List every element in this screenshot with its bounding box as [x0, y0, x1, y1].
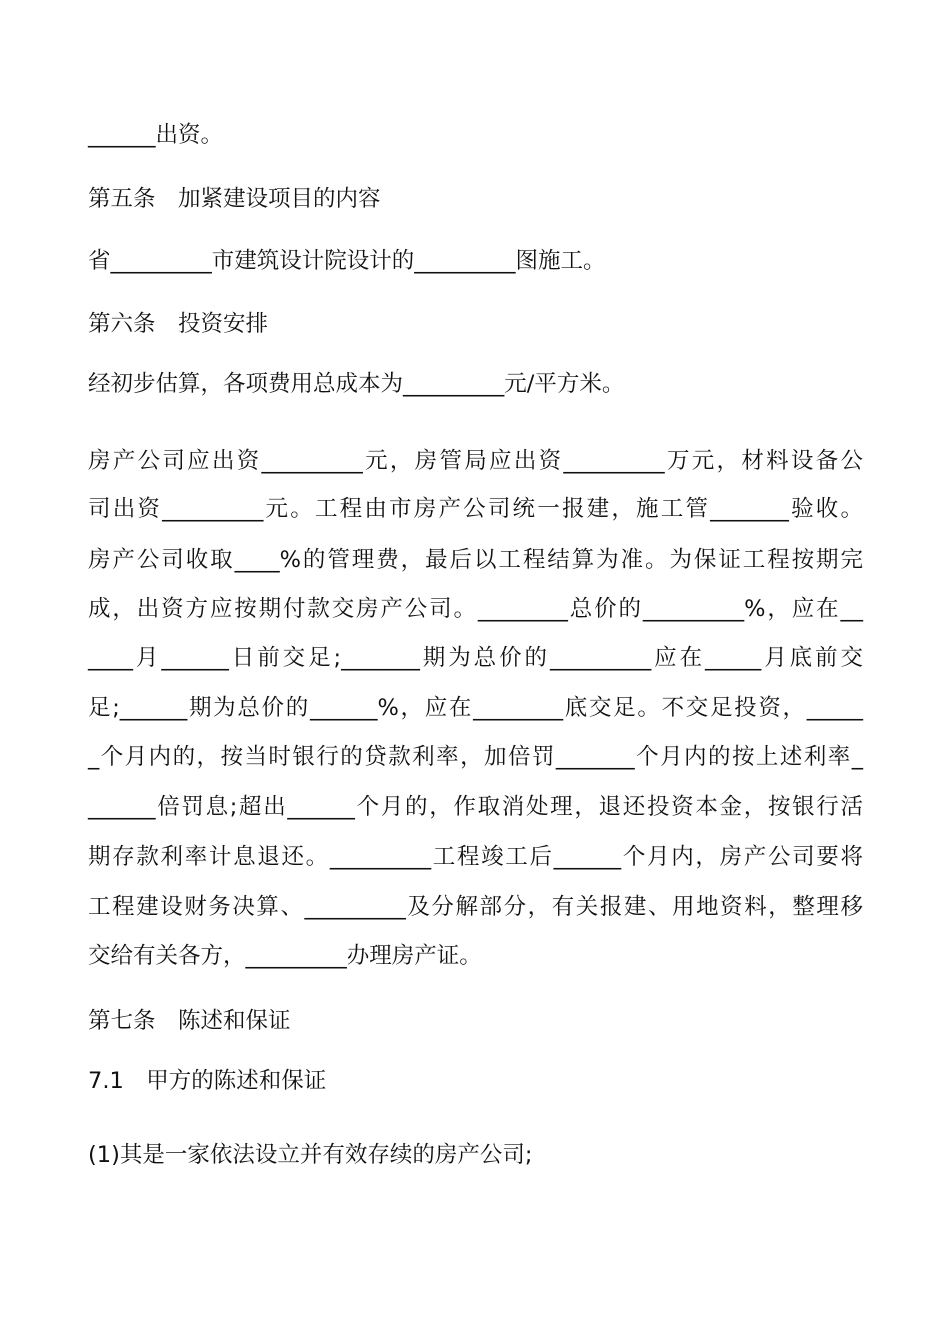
investment-paragraph-line-4: 成，出资方应按期付款交房产公司。________总价的_________%，应在__ [88, 596, 863, 622]
article-5-content: 省_________市建筑设计院设计的_________图施工。 [88, 248, 606, 274]
investment-paragraph-line-7: _个月内的，按当时银行的贷款利率，加倍罚_______个月内的按上述利率_ [88, 744, 863, 770]
investment-paragraph-line-6: 足;______期为总价的______%，应在________底交足。不交足投资，_____ [88, 695, 863, 721]
clause-7-1-1: (1)其是一家依法设立并有效存续的房产公司; [88, 1142, 533, 1168]
paragraph-continuation: ______出资。 [88, 122, 224, 148]
investment-paragraph-line-5: ____月______日前交足;_______期为总价的_________应在_____月底前交 [88, 645, 863, 671]
investment-paragraph-line-3: 房产公司收取____%的管理费，最后以工程结算为准。为保证工程按期完 [88, 547, 863, 573]
investment-paragraph-line-11: 交给有关各方，_________办理房产证。 [88, 943, 482, 969]
article-6-heading: 第六条 投资安排 [88, 311, 269, 337]
investment-paragraph-line-8: ______倍罚息;超出______个月的，作取消处理，退还投资本金，按银行活 [88, 794, 863, 820]
investment-paragraph-line-2: 司出资_________元。工程由市房产公司统一报建，施工管_______验收。 [88, 496, 863, 522]
investment-paragraph-line-10: 工程建设财务决算、_________及分解部分，有关报建、用地资料，整理移 [88, 894, 863, 920]
investment-paragraph-line-1: 房产公司应出资_________元，房管局应出资_________万元，材料设备公 [88, 448, 863, 474]
cost-estimate-line: 经初步估算，各项费用总成本为_________元/平方米。 [88, 371, 625, 397]
section-7-1-heading: 7.1 甲方的陈述和保证 [88, 1068, 327, 1094]
article-5-heading: 第五条 加紧建设项目的内容 [88, 186, 381, 212]
investment-paragraph-line-9: 期存款利率计息退还。_________工程竣工后______个月内，房产公司要将 [88, 844, 863, 870]
article-7-heading: 第七条 陈述和保证 [88, 1008, 291, 1034]
